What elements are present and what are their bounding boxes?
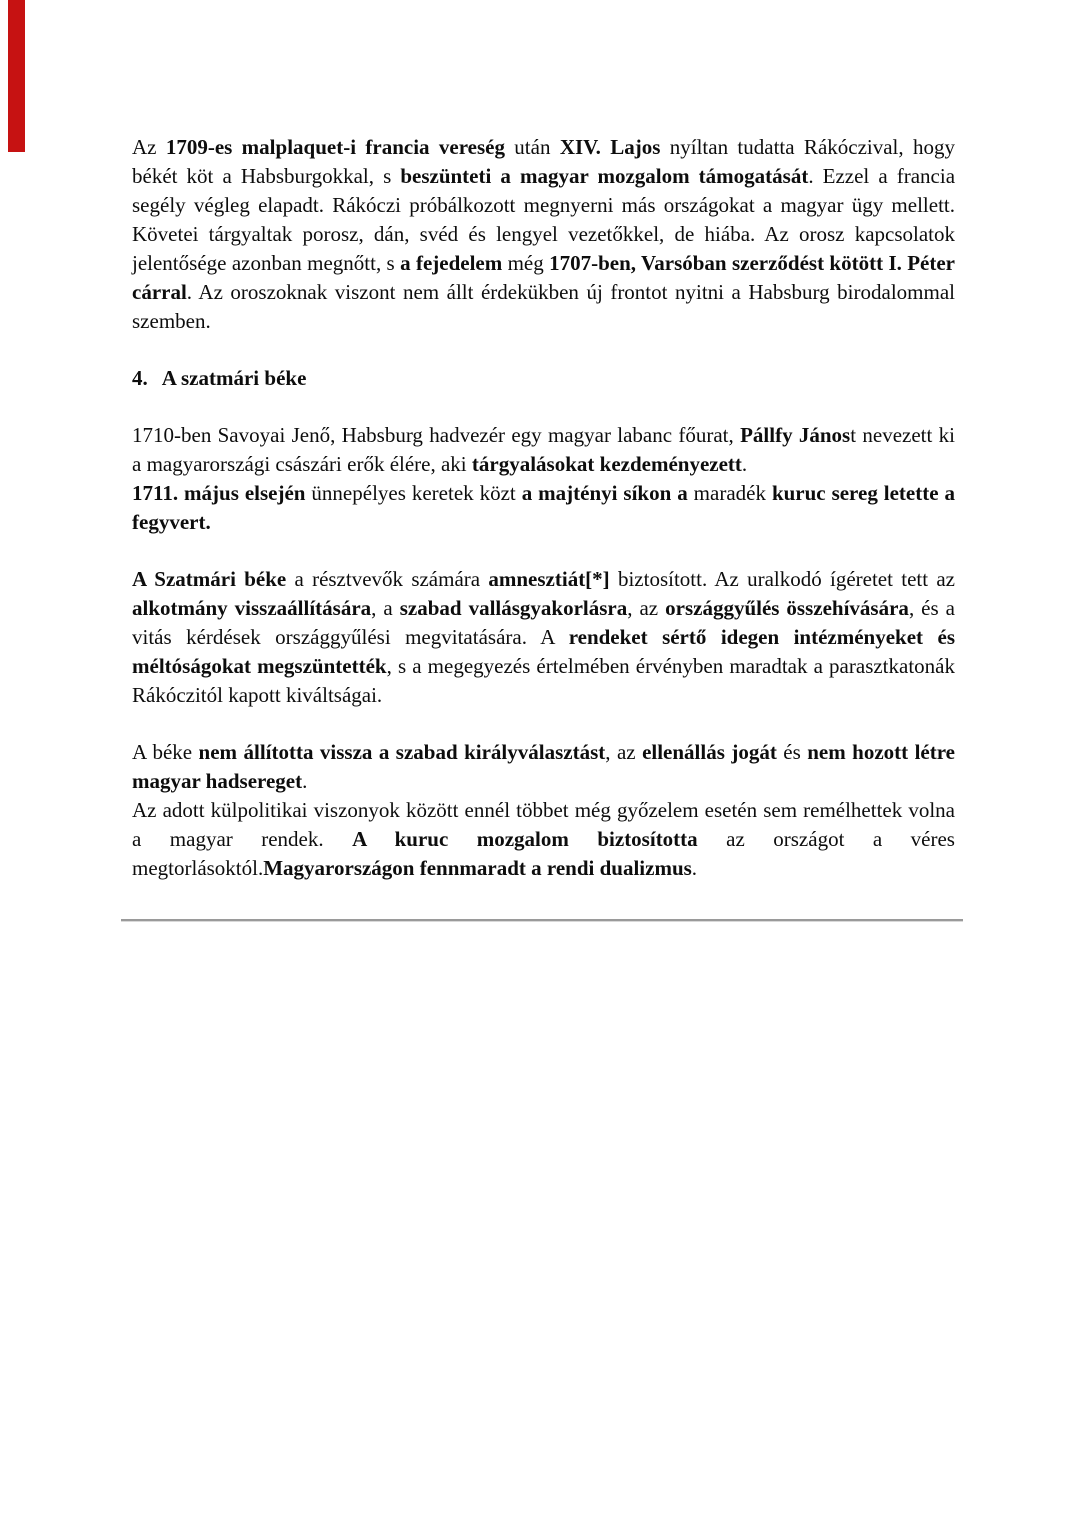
text-run: . Az oroszoknak viszont nem állt érdekükben új frontot nyitni a Habsburg birodalommal szemben. bbox=[132, 280, 955, 333]
bold-text-run: rendeket sértő idegen intézményeket és méltóságokat megszüntették bbox=[132, 625, 955, 678]
text-run: . bbox=[691, 856, 698, 880]
horizontal-divider bbox=[121, 919, 963, 922]
paragraph-peace-limits bbox=[132, 738, 955, 883]
section-number: 4. bbox=[132, 366, 148, 390]
bold-text-run: ellenállás jogát bbox=[642, 740, 777, 764]
text-run: maradék bbox=[687, 481, 772, 505]
bold-text-run: 1711. május elsején bbox=[132, 481, 306, 505]
text-run: után bbox=[504, 135, 560, 159]
red-accent-bar bbox=[8, 0, 25, 152]
text-run: Az bbox=[132, 135, 166, 159]
text-run: , az bbox=[605, 740, 643, 764]
bold-text-run: A kuruc mozgalom biztosította bbox=[352, 827, 698, 851]
text-run: t nevezett ki a magyarországi császári erők élére, aki bbox=[132, 423, 956, 476]
bold-text-run: A Szatmári béke bbox=[132, 567, 287, 591]
text-run: , az bbox=[627, 596, 666, 620]
bold-text-run: országgyűlés összehívására bbox=[665, 596, 909, 620]
bold-text-run: alkotmány visszaállítására bbox=[132, 596, 372, 620]
text-run: . Ezzel a francia segély végleg elapadt. Rákóczi próbálkozott megnyerni más országokat a magyar ügy mellett. Követei tárgyaltak porosz, dán, svéd és lengyel vezetőkkel, de hiába. Az orosz kapcsolatok jelentősége azonban megnőtt, s bbox=[132, 164, 956, 275]
bold-text-run: XIV. Lajos bbox=[559, 135, 661, 159]
text-run: Az adott külpolitikai viszonyok között ennél többet még győzelem esetén sem remélhettek volna a magyar rendek. bbox=[132, 798, 955, 851]
section-title: A szatmári béke bbox=[161, 366, 307, 390]
paragraph-french-defeat bbox=[132, 133, 955, 336]
text-run: 1710-ben Savoyai Jenő, Habsburg hadvezér egy magyar labanc főurat, bbox=[132, 423, 741, 447]
text-run: , és a vitás kérdések országgyűlési megvitatására. A bbox=[132, 596, 955, 649]
text-run: A béke bbox=[132, 740, 199, 764]
bold-text-run: nem állította vissza a szabad királyválasztást bbox=[198, 740, 606, 764]
text-run: . bbox=[302, 769, 308, 793]
bold-text-run: 1709-es malplaquet-i francia vereség bbox=[165, 135, 505, 159]
bold-text-run: kuruc sereg letette a fegyvert. bbox=[132, 481, 955, 534]
text-run: biztosított. Az uralkodó ígéretet tett az bbox=[609, 567, 955, 591]
text-run: még bbox=[502, 251, 550, 275]
document-body bbox=[132, 133, 955, 922]
bold-text-run: nem hozott létre magyar hadsereget bbox=[132, 740, 955, 793]
paragraph-peace-terms bbox=[132, 565, 955, 710]
section-heading bbox=[132, 364, 955, 393]
bold-text-run: a majtényi síkon a bbox=[521, 481, 688, 505]
text-run: . bbox=[741, 452, 748, 476]
text-run: a résztvevők számára bbox=[286, 567, 489, 591]
bold-text-run: beszünteti a magyar mozgalom támogatását bbox=[400, 164, 809, 188]
text-run: ünnepélyes keretek közt bbox=[305, 481, 522, 505]
bold-text-run: 1707-ben, Varsóban szerződést kötött I. Péter cárral bbox=[132, 251, 956, 304]
bold-text-run: szabad vallásgyakorlásra bbox=[399, 596, 628, 620]
bold-text-run: Magyarországon fennmaradt a rendi dualizmus bbox=[263, 856, 692, 880]
bold-text-run: Pállfy János bbox=[740, 423, 851, 447]
text-run: és bbox=[776, 740, 808, 764]
paragraph-pallfy-negotiations bbox=[132, 421, 955, 537]
bold-text-run: tárgyalásokat kezdeményezett bbox=[471, 452, 742, 476]
text-run: , a bbox=[371, 596, 400, 620]
text-run: az országot a véres megtorlásoktól. bbox=[132, 827, 955, 880]
text-run: , s a megegyezés értelmében érvényben maradtak a parasztkatonák Rákóczitól kapott kiváltságai. bbox=[132, 654, 955, 707]
bold-text-run: a fejedelem bbox=[400, 251, 503, 275]
bold-text-run: amnesztiát[*] bbox=[488, 567, 610, 591]
text-run: nyíltan tudatta Rákóczival, hogy békét köt a Habsburgokkal, s bbox=[132, 135, 955, 188]
